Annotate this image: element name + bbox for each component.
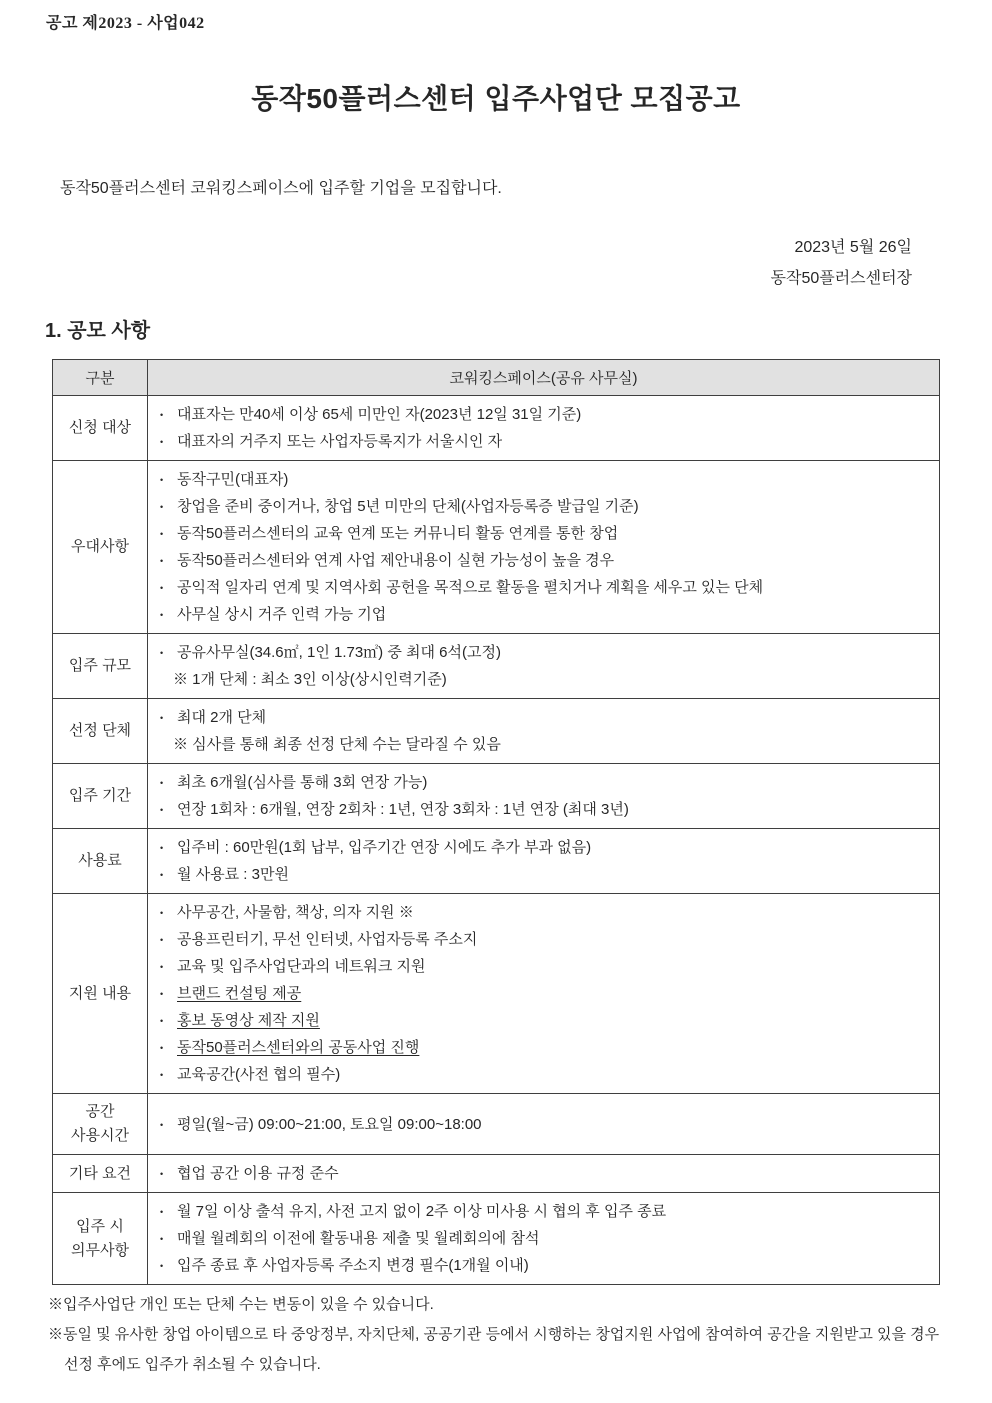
table-row <box>53 396 940 461</box>
bullet-dot-icon: • <box>160 805 164 815</box>
item-text: 창업을 준비 중이거나, 창업 5년 미만의 단체(사업자등록증 발급일 기준) <box>177 498 639 515</box>
row-item-list <box>160 639 929 693</box>
announcer-title: 동작50플러스센터장 <box>770 270 912 287</box>
row-content <box>148 396 940 461</box>
bullet-dot-icon: • <box>160 502 164 512</box>
bullet-item <box>160 428 929 455</box>
footnote-line: ※동일 및 유사한 창업 아이템으로 타 중앙정부, 자치단체, 공공기관 등에서 시행하는 창업지원 사업에 참여하여 공간을 지원받고 있을 경우 선정 후에도 입주가 취소될 수 있습니다. <box>48 1326 940 1373</box>
bullet-dot-icon: • <box>160 989 164 999</box>
item-text: 공유사무실(34.6㎡, 1인 1.73㎡) 중 최대 6석(고정) <box>177 644 501 661</box>
bullet-dot-icon: • <box>160 437 164 447</box>
row-label: 기타 요건 <box>53 1155 148 1193</box>
bullet-dot-icon: • <box>160 556 164 566</box>
bullet-dot-icon: • <box>160 410 164 420</box>
sub-note-item <box>160 731 929 758</box>
bullet-dot-icon: • <box>160 962 164 972</box>
row-label: 우대사항 <box>53 461 148 634</box>
table-row <box>53 461 940 634</box>
bullet-item <box>160 1225 929 1252</box>
table-row <box>53 829 940 894</box>
date-block <box>52 232 940 294</box>
bullet-dot-icon: • <box>160 475 164 485</box>
bullet-dot-icon: • <box>160 1234 164 1244</box>
row-content <box>148 1094 940 1155</box>
bullet-dot-icon: • <box>160 778 164 788</box>
row-label: 입주 기간 <box>53 764 148 829</box>
footnote-line: ※입주사업단 개인 또는 단체 수는 변동이 있을 수 있습니다. <box>48 1296 434 1313</box>
bullet-item <box>160 1252 929 1279</box>
item-text: 입주비 : 60만원(1회 납부, 입주기간 연장 시에도 추가 부과 없음) <box>177 839 592 856</box>
row-item-list <box>160 704 929 758</box>
bullet-item <box>160 574 929 601</box>
col-header-category: 구분 <box>53 360 148 396</box>
bullet-item <box>160 1160 929 1187</box>
row-content <box>148 1193 940 1285</box>
table-header-row <box>53 360 940 396</box>
item-text: 교육 및 입주사업단과의 네트워크 지원 <box>177 958 426 975</box>
bullet-dot-icon: • <box>160 1016 164 1026</box>
bullet-dot-icon: • <box>160 1070 164 1080</box>
bullet-item <box>160 980 929 1007</box>
page-title: 동작50플러스센터 입주사업단 모집공고 <box>251 83 741 114</box>
bullet-dot-icon: • <box>160 908 164 918</box>
bullet-item <box>160 401 929 428</box>
row-content <box>148 829 940 894</box>
doc-number: 공고 제2023 - 사업042 <box>46 15 205 32</box>
bullet-dot-icon: • <box>160 1261 164 1271</box>
col-header-space: 코워킹스페이스(공유 사무실) <box>148 360 940 396</box>
bullet-dot-icon: • <box>160 1207 164 1217</box>
row-label: 선정 단체 <box>53 699 148 764</box>
row-item-list <box>160 1111 929 1138</box>
item-text: 최초 6개월(심사를 통해 3회 연장 가능) <box>177 774 428 791</box>
bullet-dot-icon: • <box>160 610 164 620</box>
table-row <box>53 1193 940 1285</box>
item-text: 동작50플러스센터의 교육 연계 또는 커뮤니티 활동 연계를 통한 창업 <box>177 525 619 542</box>
item-text: 평일(월~금) 09:00~21:00, 토요일 09:00~18:00 <box>177 1115 482 1133</box>
table-row <box>53 699 940 764</box>
bullet-item <box>160 639 929 666</box>
row-content <box>148 634 940 699</box>
recruitment-spec-table <box>52 359 940 1285</box>
bullet-dot-icon: • <box>160 1119 164 1130</box>
item-text: 최대 2개 단체 <box>177 709 267 726</box>
item-text: 교육공간(사전 협의 필수) <box>177 1066 341 1083</box>
row-item-list <box>160 834 929 888</box>
bullet-item <box>160 493 929 520</box>
bullet-dot-icon: • <box>160 529 164 539</box>
bullet-item <box>160 1007 929 1034</box>
bullet-item <box>160 899 929 926</box>
row-label: 입주 규모 <box>53 634 148 699</box>
bullet-dot-icon: • <box>160 935 164 945</box>
row-label: 입주 시 의무사항 <box>53 1193 148 1285</box>
item-text: 사무실 상시 거주 인력 가능 기업 <box>177 606 387 623</box>
bullet-dot-icon: • <box>160 1169 164 1179</box>
bullet-item <box>160 769 929 796</box>
item-text: 동작구민(대표자) <box>177 471 289 488</box>
item-text: 사무공간, 사물함, 책상, 의자 지원 ※ <box>177 904 414 921</box>
bullet-item <box>160 1034 929 1061</box>
item-text: 대표자의 거주지 또는 사업자등록지가 서울시인 자 <box>177 433 503 450</box>
bullet-item <box>160 953 929 980</box>
bullet-item <box>160 466 929 493</box>
row-content <box>148 699 940 764</box>
row-label: 신청 대상 <box>53 396 148 461</box>
bullet-item <box>160 861 929 888</box>
item-text: 공용프린터기, 무선 인터넷, 사업자등록 주소지 <box>177 931 478 948</box>
row-item-list <box>160 899 929 1088</box>
bullet-item <box>160 1061 929 1088</box>
bullet-item <box>160 796 929 823</box>
item-text: 브랜드 컨설팅 제공 <box>177 985 302 1002</box>
item-text: 연장 1회차 : 6개월, 연장 2회차 : 1년, 연장 3회차 : 1년 연장 (최대 3년) <box>177 801 629 818</box>
item-text: ※ 심사를 통해 최종 선정 단체 수는 달라질 수 있음 <box>173 736 501 753</box>
item-text: 동작50플러스센터와 연계 사업 제안내용이 실현 가능성이 높을 경우 <box>177 552 615 569</box>
table-row <box>53 1094 940 1155</box>
row-content <box>148 764 940 829</box>
item-text: 협업 공간 이용 규정 준수 <box>177 1165 339 1182</box>
bullet-item <box>160 1111 929 1138</box>
item-text: 동작50플러스센터와의 공동사업 진행 <box>177 1039 420 1056</box>
row-content <box>148 461 940 634</box>
table-row <box>53 764 940 829</box>
intro-text: 동작50플러스센터 코워킹스페이스에 입주할 기업을 모집합니다. <box>60 180 502 197</box>
row-item-list <box>160 466 929 628</box>
table-row <box>53 894 940 1094</box>
bullet-item <box>160 520 929 547</box>
item-text: 입주 종료 후 사업자등록 주소지 변경 필수(1개월 이내) <box>177 1257 529 1274</box>
footnotes <box>48 1290 940 1380</box>
row-label: 지원 내용 <box>53 894 148 1094</box>
row-label: 사용료 <box>53 829 148 894</box>
bullet-item <box>160 1198 929 1225</box>
bullet-dot-icon: • <box>160 1043 164 1053</box>
bullet-item <box>160 834 929 861</box>
row-item-list <box>160 1198 929 1279</box>
item-text: ※ 1개 단체 : 최소 3인 이상(상시인력기준) <box>173 671 447 688</box>
item-text: 대표자는 만40세 이상 65세 미만인 자(2023년 12일 31일 기준) <box>177 406 582 423</box>
row-content <box>148 894 940 1094</box>
row-item-list <box>160 1160 929 1187</box>
bullet-item <box>160 926 929 953</box>
bullet-item <box>160 601 929 628</box>
row-item-list <box>160 401 929 455</box>
bullet-item <box>160 704 929 731</box>
table-row <box>53 1155 940 1193</box>
section-heading: 1. 공모 사항 <box>45 320 151 342</box>
bullet-item <box>160 547 929 574</box>
item-text: 월 사용료 : 3만원 <box>177 866 289 883</box>
sub-note-item <box>160 666 929 693</box>
bullet-dot-icon: • <box>160 713 164 723</box>
row-label: 공간 사용시간 <box>53 1094 148 1155</box>
table-row <box>53 634 940 699</box>
bullet-dot-icon: • <box>160 870 164 880</box>
bullet-dot-icon: • <box>160 648 164 658</box>
row-item-list <box>160 769 929 823</box>
item-text: 매월 월례회의 이전에 활동내용 제출 및 월례회의에 참석 <box>177 1230 540 1247</box>
announcement-date: 2023년 5월 26일 <box>794 239 912 256</box>
item-text: 월 7일 이상 출석 유지, 사전 고지 없이 2주 이상 미사용 시 협의 후 입주 종료 <box>177 1203 667 1220</box>
bullet-dot-icon: • <box>160 843 164 853</box>
row-content <box>148 1155 940 1193</box>
item-text: 공익적 일자리 연계 및 지역사회 공헌을 목적으로 활동을 펼치거나 계획을 세우고 있는 단체 <box>177 579 764 596</box>
item-text: 홍보 동영상 제작 지원 <box>177 1012 320 1029</box>
bullet-dot-icon: • <box>160 583 164 593</box>
